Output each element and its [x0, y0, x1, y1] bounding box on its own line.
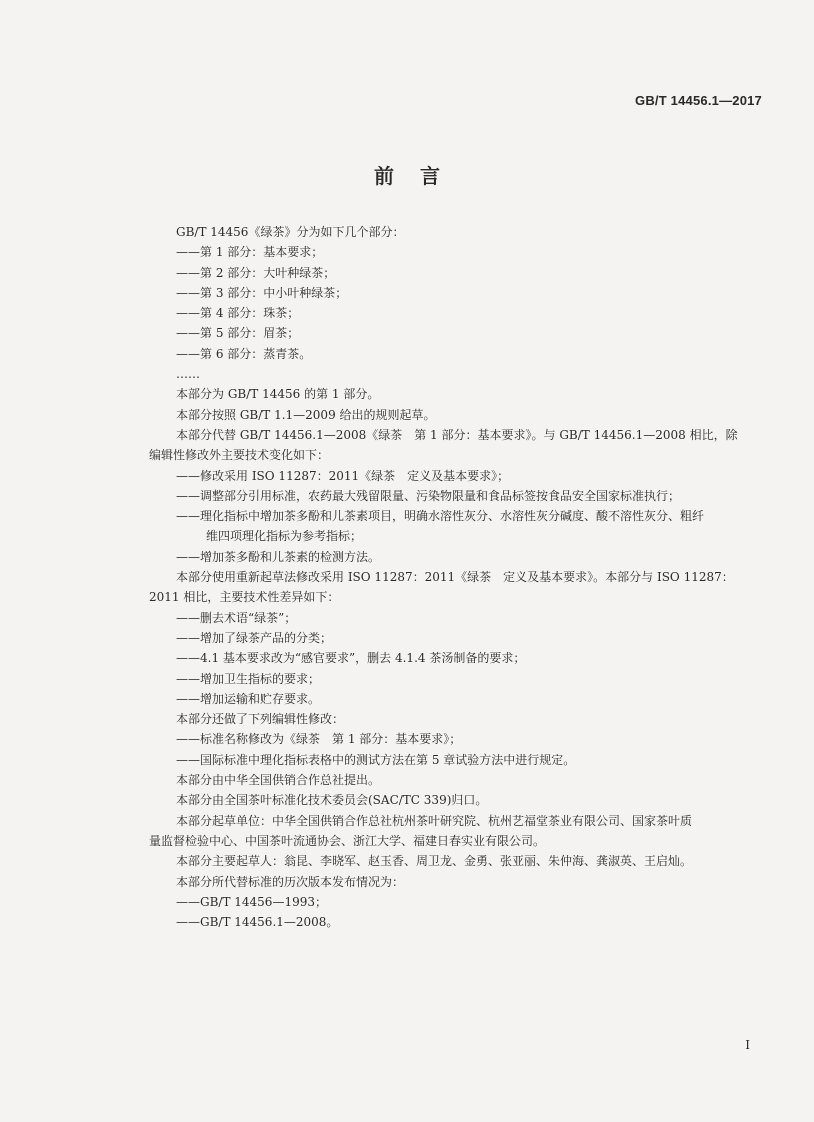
text-line: ——GB/T 14456.1—2008。: [176, 915, 339, 930]
text-line: 本部分使用重新起草法修改采用 ISO 11287：2011《绿茶 定义及基本要求》。本部分与 ISO 11287：: [176, 570, 734, 585]
text-line: ——国际标准中理化指标表格中的测试方法在第 5 章试验方法中进行规定。: [176, 752, 576, 767]
text-line: 本部分按照 GB/T 1.1—2009 给出的规则起草。: [176, 407, 436, 422]
standard-code: GB/T 14456.1—2017: [635, 93, 762, 108]
text-line: ——第 6 部分：蒸青茶。: [176, 346, 312, 361]
text-line: 本部分由中华全国供销合作总社提出。: [176, 773, 381, 788]
text-line: 2011 相比，主要技术性差异如下：: [149, 590, 340, 605]
text-line: ——第 3 部分：中小叶种绿茶；: [176, 285, 348, 300]
text-line: ——修改采用 ISO 11287：2011《绿茶 定义及基本要求》；: [176, 468, 510, 483]
text-line: ——标准名称修改为《绿茶 第 1 部分：基本要求》；: [176, 732, 462, 747]
text-line: ——增加卫生指标的要求；: [176, 671, 321, 686]
text-line: 本部分起草单位：中华全国供销合作总社杭州茶叶研究院、杭州艺福堂茶业有限公司、国家茶叶质: [176, 813, 693, 828]
text-line: ——4.1 基本要求改为“感官要求”，删去 4.1.4 茶汤制备的要求；: [176, 651, 526, 666]
text-line: ——第 2 部分：大叶种绿茶；: [176, 265, 336, 280]
page-title: 前言: [374, 164, 466, 188]
text-line: 本部分由全国茶叶标准化技术委员会(SAC/TC 339)归口。: [176, 793, 488, 808]
text-line: 本部分代替 GB/T 14456.1—2008《绿茶 第 1 部分：基本要求》。与 GB/T 14456.1—2008 相比，除: [176, 427, 738, 442]
text-line: 本部分为 GB/T 14456 的第 1 部分。: [176, 387, 380, 402]
text-line: 量监督检验中心、中国茶叶流通协会、浙江大学、福建日春实业有限公司。: [149, 833, 546, 848]
page-number: I: [745, 1038, 750, 1052]
text-line: ——增加茶多酚和儿茶素的检测方法。: [176, 549, 381, 564]
text-line: ——增加了绿茶产品的分类；: [176, 630, 333, 645]
foreword-body: [149, 222, 773, 932]
text-line: ——GB/T 14456—1993；: [176, 894, 327, 909]
text-line: ——删去术语“绿茶”；: [176, 610, 297, 625]
text-line: GB/T 14456《绿茶》分为如下几个部分：: [176, 225, 405, 239]
text-line: ……: [176, 367, 200, 382]
text-line: 维四项理化指标为参考指标；: [206, 529, 363, 544]
text-line: ——第 5 部分：眉茶；: [176, 326, 300, 341]
text-line: 本部分还做了下列编辑性修改：: [176, 712, 345, 727]
text-line: 编辑性修改外主要技术变化如下：: [149, 448, 330, 463]
text-line: 本部分所代替标准的历次版本发布情况为：: [176, 874, 405, 889]
text-line: ——调整部分引用标准，农药最大残留限量、污染物限量和食品标签按食品安全国家标准执行；: [176, 488, 681, 503]
text-line: ——第 4 部分：珠茶；: [176, 306, 300, 321]
text-line: ——第 1 部分：基本要求；: [176, 245, 324, 260]
text-line: ——理化指标中增加茶多酚和儿茶素项目，明确水溶性灰分、水溶性灰分碱度、酸不溶性灰分、粗纤: [176, 509, 705, 524]
text-line: ——增加运输和贮存要求。: [176, 691, 321, 706]
text-line: 本部分主要起草人：翁昆、李晓军、赵玉香、周卫龙、金勇、张亚丽、朱仲海、龚淑英、王启灿。: [176, 854, 693, 869]
